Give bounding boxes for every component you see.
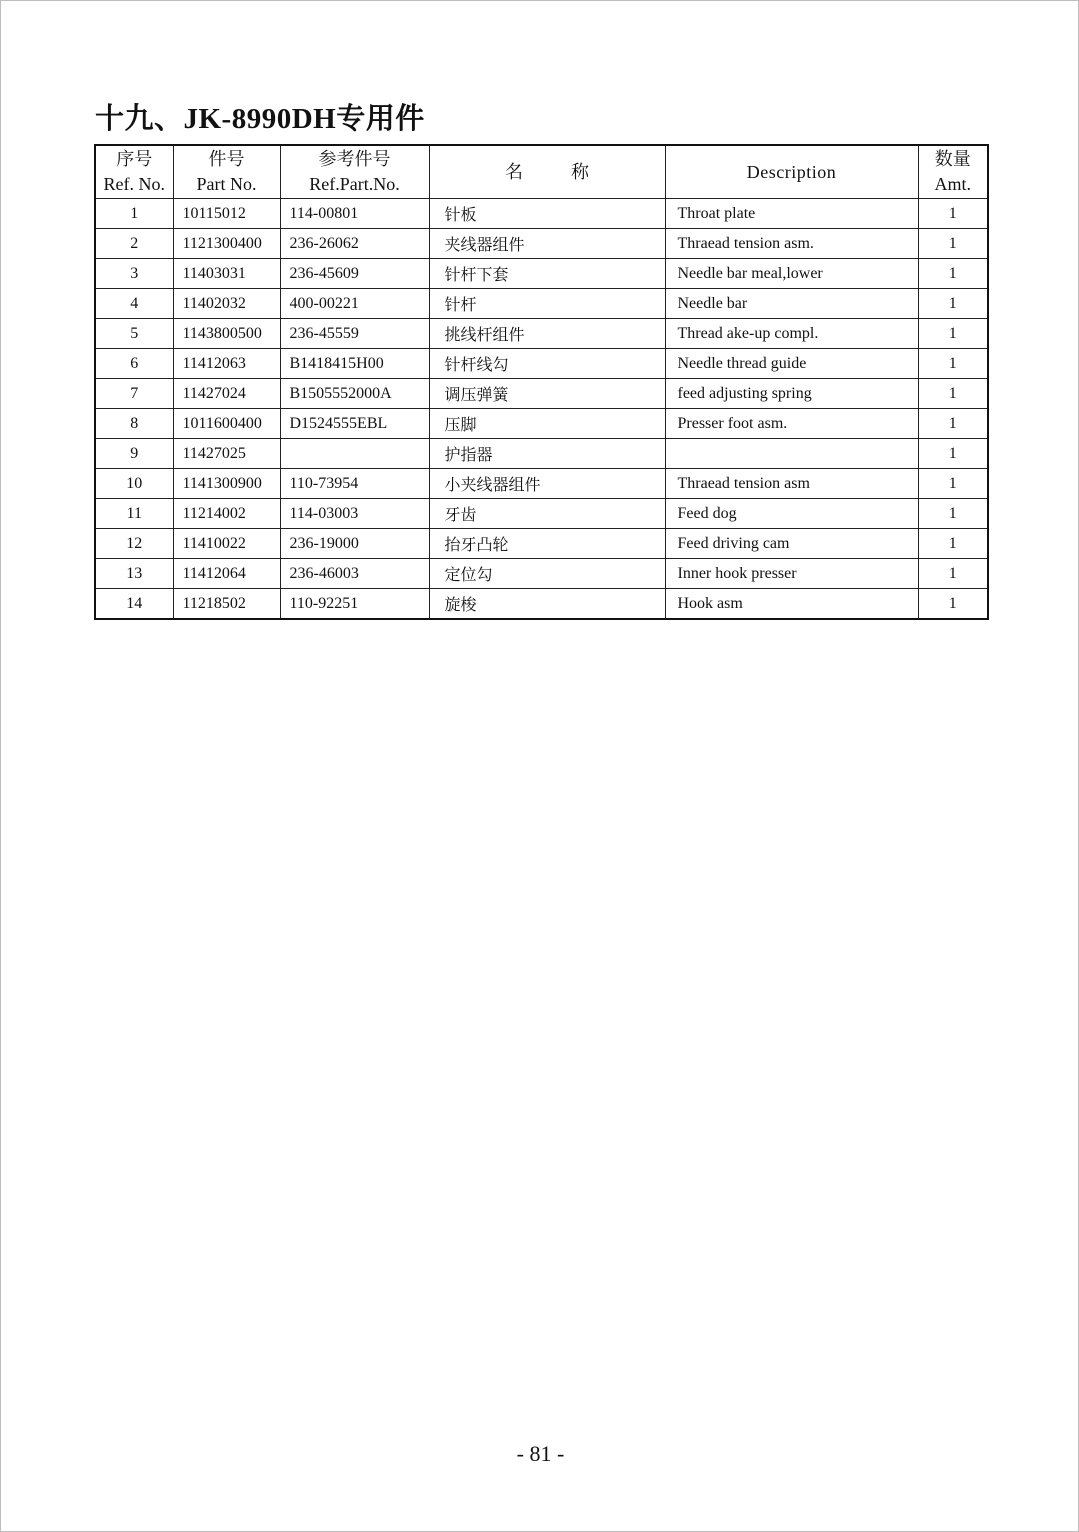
header-name-cn-2: 称	[571, 161, 589, 182]
cell-amount: 1	[918, 349, 988, 379]
cell-ref-part-no: 236-45559	[280, 319, 429, 349]
page-number: - 81 -	[516, 1441, 565, 1466]
header-ref-part-no	[280, 145, 429, 199]
cell-part-no: 1121300400	[173, 229, 280, 259]
header-ref-no	[95, 145, 173, 199]
cell-name: 挑线杆组件	[429, 319, 665, 349]
cell-ref-no: 3	[95, 259, 173, 289]
cell-amount: 1	[918, 529, 988, 559]
cell-ref-part-no: 114-03003	[280, 499, 429, 529]
cell-amount: 1	[918, 229, 988, 259]
table-row	[95, 469, 988, 499]
cell-description: Thread ake-up compl.	[665, 319, 918, 349]
cell-amount: 1	[918, 499, 988, 529]
header-description: Description	[665, 145, 918, 199]
header-amt	[918, 145, 988, 199]
cell-description: Thraead tension asm	[665, 469, 918, 499]
table-row	[95, 229, 988, 259]
table-row	[95, 349, 988, 379]
cell-ref-part-no: 114-00801	[280, 199, 429, 229]
cell-ref-no: 11	[95, 499, 173, 529]
cell-name: 针板	[429, 199, 665, 229]
cell-description: Presser foot asm.	[665, 409, 918, 439]
table-row	[95, 529, 988, 559]
table-row	[95, 199, 988, 229]
cell-ref-no: 7	[95, 379, 173, 409]
cell-description: Feed dog	[665, 499, 918, 529]
table-row	[95, 289, 988, 319]
cell-part-no: 11427025	[173, 439, 280, 469]
cell-ref-no: 12	[95, 529, 173, 559]
cell-name: 旋梭	[429, 589, 665, 620]
cell-name: 小夹线器组件	[429, 469, 665, 499]
cell-part-no: 11412063	[173, 349, 280, 379]
header-part-no	[173, 145, 280, 199]
cell-name: 护指器	[429, 439, 665, 469]
section-title: 十九、JK-8990DH专用件	[95, 103, 425, 135]
cell-description: Hook asm	[665, 589, 918, 620]
cell-amount: 1	[918, 439, 988, 469]
cell-ref-part-no: 236-26062	[280, 229, 429, 259]
header-ref-cn: 序号	[116, 149, 153, 169]
cell-description: Inner hook presser	[665, 559, 918, 589]
cell-ref-no: 4	[95, 289, 173, 319]
cell-part-no: 11412064	[173, 559, 280, 589]
table-row	[95, 259, 988, 289]
table-row	[95, 439, 988, 469]
header-name-cn-1: 名	[505, 161, 523, 182]
cell-name: 牙齿	[429, 499, 665, 529]
cell-part-no: 11427024	[173, 379, 280, 409]
header-refpart-cn: 参考件号	[318, 149, 391, 169]
cell-name: 定位勾	[429, 559, 665, 589]
header-amt-cn: 数量	[934, 149, 971, 169]
cell-amount: 1	[918, 319, 988, 349]
cell-amount: 1	[918, 289, 988, 319]
header-name	[429, 145, 665, 199]
table-row	[95, 499, 988, 529]
cell-part-no: 11403031	[173, 259, 280, 289]
header-ref-en: Ref. No.	[103, 174, 165, 194]
parts-table-body	[95, 199, 988, 620]
cell-name: 抬牙凸轮	[429, 529, 665, 559]
cell-name: 针杆线勾	[429, 349, 665, 379]
table-row	[95, 379, 988, 409]
cell-part-no: 1141300900	[173, 469, 280, 499]
cell-ref-part-no: 236-45609	[280, 259, 429, 289]
header-amt-en: Amt.	[934, 174, 971, 194]
cell-ref-no: 2	[95, 229, 173, 259]
cell-name: 调压弹簧	[429, 379, 665, 409]
cell-description: feed adjusting spring	[665, 379, 918, 409]
cell-name: 夹线器组件	[429, 229, 665, 259]
cell-description: Needle bar meal,lower	[665, 259, 918, 289]
cell-description: Thraead tension asm.	[665, 229, 918, 259]
cell-ref-part-no: 236-46003	[280, 559, 429, 589]
cell-part-no: 1143800500	[173, 319, 280, 349]
table-header-row	[95, 145, 988, 199]
cell-amount: 1	[918, 469, 988, 499]
cell-part-no: 11410022	[173, 529, 280, 559]
header-part-en: Part No.	[196, 174, 257, 194]
cell-part-no: 1011600400	[173, 409, 280, 439]
cell-amount: 1	[918, 379, 988, 409]
cell-description: Needle bar	[665, 289, 918, 319]
cell-ref-no: 1	[95, 199, 173, 229]
cell-ref-no: 6	[95, 349, 173, 379]
cell-ref-part-no: B1505552000A	[280, 379, 429, 409]
cell-ref-part-no: 110-73954	[280, 469, 429, 499]
cell-ref-part-no: B1418415H00	[280, 349, 429, 379]
table-row	[95, 589, 988, 620]
table-row	[95, 559, 988, 589]
cell-ref-part-no: D1524555EBL	[280, 409, 429, 439]
cell-name: 针杆	[429, 289, 665, 319]
cell-ref-no: 10	[95, 469, 173, 499]
header-part-cn: 件号	[208, 149, 245, 169]
cell-ref-no: 8	[95, 409, 173, 439]
cell-amount: 1	[918, 199, 988, 229]
cell-ref-part-no	[280, 439, 429, 469]
cell-description: Needle thread guide	[665, 349, 918, 379]
cell-ref-no: 13	[95, 559, 173, 589]
parts-table	[94, 144, 989, 620]
cell-description: Throat plate	[665, 199, 918, 229]
table-row	[95, 409, 988, 439]
cell-amount: 1	[918, 559, 988, 589]
cell-part-no: 11214002	[173, 499, 280, 529]
cell-ref-no: 5	[95, 319, 173, 349]
cell-ref-part-no: 110-92251	[280, 589, 429, 620]
cell-ref-no: 9	[95, 439, 173, 469]
cell-part-no: 11218502	[173, 589, 280, 620]
cell-ref-no: 14	[95, 589, 173, 620]
cell-ref-part-no: 400-00221	[280, 289, 429, 319]
cell-name: 压脚	[429, 409, 665, 439]
cell-name: 针杆下套	[429, 259, 665, 289]
cell-part-no: 11402032	[173, 289, 280, 319]
cell-ref-part-no: 236-19000	[280, 529, 429, 559]
cell-part-no: 10115012	[173, 199, 280, 229]
cell-description: Feed driving cam	[665, 529, 918, 559]
cell-description	[665, 439, 918, 469]
cell-amount: 1	[918, 409, 988, 439]
header-refpart-en: Ref.Part.No.	[309, 174, 400, 194]
cell-amount: 1	[918, 589, 988, 620]
cell-amount: 1	[918, 259, 988, 289]
table-row	[95, 319, 988, 349]
